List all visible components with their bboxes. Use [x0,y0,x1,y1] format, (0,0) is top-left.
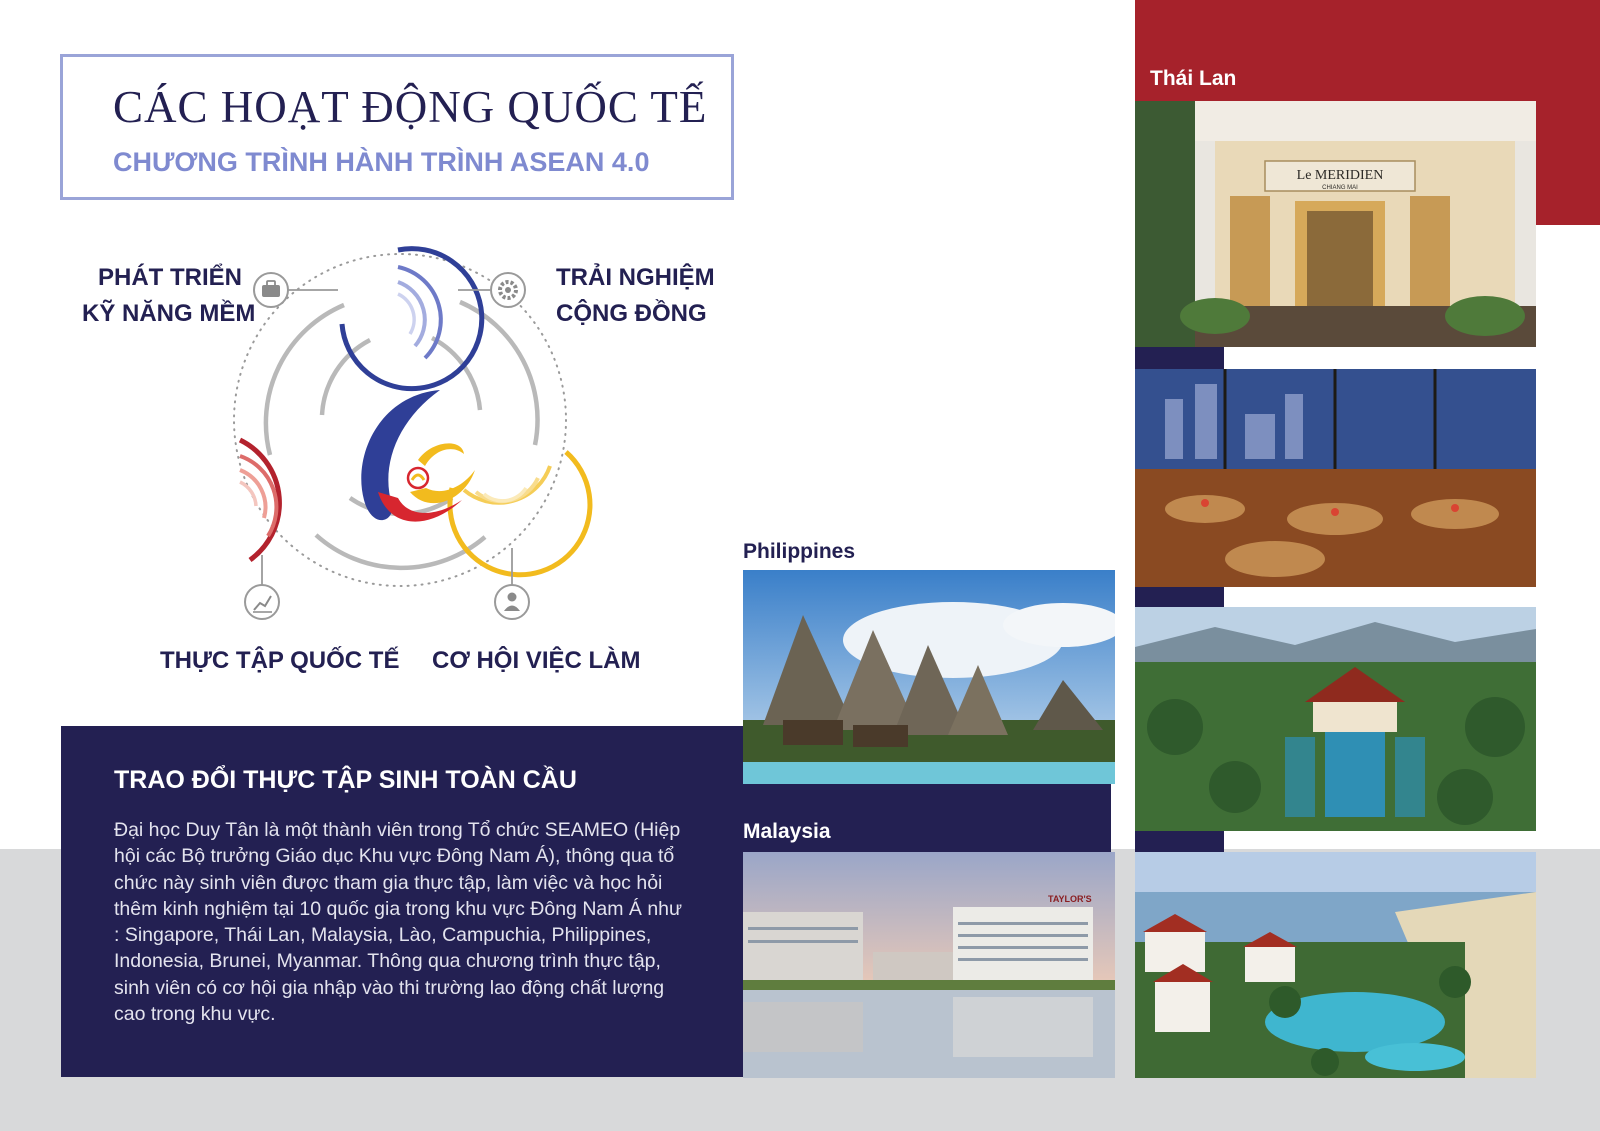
label-soft-skills-line2: KỸ NĂNG MỀM [82,300,256,327]
asean-logo [361,390,475,522]
page-subtitle: CHƯƠNG TRÌNH HÀNH TRÌNH ASEAN 4.0 [113,147,650,177]
exchange-body: Đại học Duy Tân là một thành viên trong Tổ chức SEAMEO (Hiệp hội các Bộ trưởng Giáo dục Khu vực Đông Nam Á), thông qua tổ chức này sinh viên được tham gia thực tập, làm việc và học hỏi thêm kinh nghiệm tại 10 quốc gia trong khu vực Đông Nam Á như : Singapore, Thái Lan, Malaysia, Lào, Campuchia, Philippines, Indonesia, Brunei, Myanmar. Thông qua chương trình thực tập, sinh viên có cơ hội gia nhập vào thi trường lao động chất lượng cao trong khu vực. [114,819,683,1026]
page-title: CÁC HOẠT ĐỘNG QUỐC TẾ [113,82,708,132]
label-internship: THỰC TẬP QUỐC TẾ [160,647,400,674]
campus-sign: TAYLOR'S [1048,894,1092,904]
photo-thailand-hotel [1135,101,1536,347]
person-icon [495,585,529,619]
briefcase-icon [254,273,288,307]
country-label-philippines: Philippines [743,540,856,563]
photo-thailand-pool-resort [1135,607,1536,831]
hotel-sign-line2: CHIANG MAI [1322,185,1358,191]
red-arcs [240,440,279,560]
label-community-line2: CỘNG ĐỒNG [556,300,707,327]
hotel-sign-line1: Le MERIDIEN [1296,168,1384,183]
photo-malaysia-campus [743,852,1115,1078]
title-box [60,54,734,200]
photo-thailand-restaurant [1135,369,1536,587]
country-label-malaysia: Malaysia [743,820,831,843]
photo-philippines-resort [743,570,1115,784]
label-community-line1: TRẢI NGHIỆM [556,264,715,291]
label-soft-skills [82,260,256,332]
exchange-heading: TRAO ĐỔI THỰC TẬP SINH TOÀN CẦU [114,766,577,794]
country-label-thailand: Thái Lan [1150,67,1237,90]
blue-arcs [342,249,482,389]
label-jobs: CƠ HỘI VIỆC LÀM [432,647,641,674]
label-community [556,260,715,332]
photo-thailand-beach-resort [1135,852,1536,1078]
gear-icon [491,273,525,307]
chart-icon [245,585,279,619]
label-soft-skills-line1: PHÁT TRIỂN [98,264,242,291]
yellow-arcs [450,452,590,575]
grey-arcs [266,302,538,568]
